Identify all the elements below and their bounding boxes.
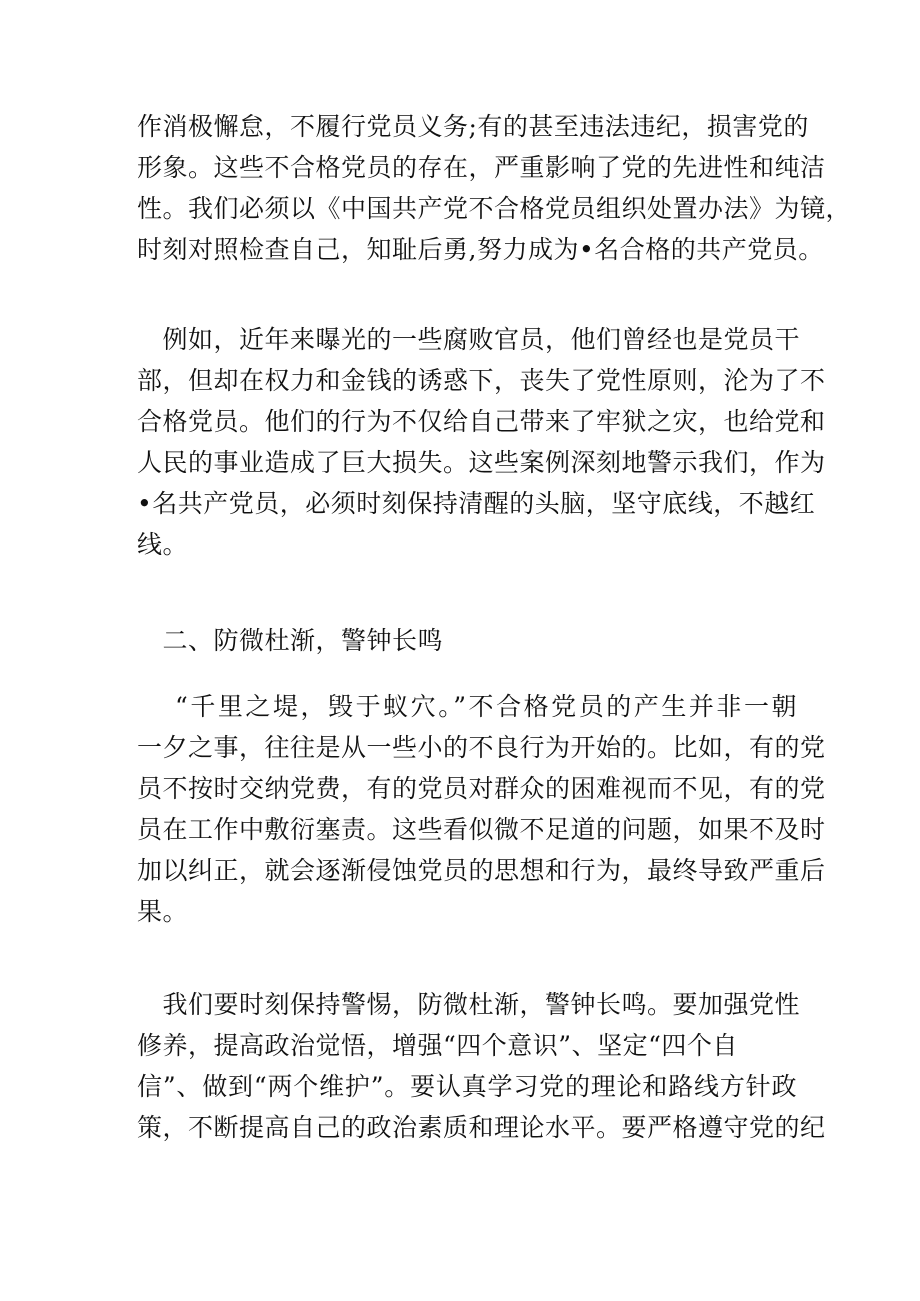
text-line: 作消极懈怠，不履行党员义务;有的甚至违法违纪，损害党的 <box>137 112 809 141</box>
text-line: 加以纠正，就会逐渐侵蚀党员的思想和行为，最终导致严重后 <box>137 856 826 885</box>
text-line: 部，但却在权力和金钱的诱惑下，丧失了党性原则，沦为了不 <box>137 366 826 395</box>
text-line: 修养，提高政治觉悟，增强“四个意识”、坚定“四个自 <box>137 1031 738 1060</box>
text-line: 合格党员。他们的行为不仅给自己带来了牢狱之灾，也给党和 <box>137 407 826 436</box>
heading-line: 二、防微杜渐，警钟长鸣 <box>137 626 444 655</box>
text-line: 时刻对照检查自己，知耻后勇,努力成为•名合格的共产党员。 <box>137 235 824 264</box>
text-line: 员不按时交纳党费，有的党员对群众的困难视而不见，有的党 <box>137 774 826 803</box>
text-line: 形象。这些不合格党员的存在，严重影响了党的先进性和纯洁 <box>137 153 826 182</box>
paragraph-2 <box>137 319 826 565</box>
text-line: 我们要时刻保持警惕，防微杜渐，警钟长鸣。要加强党性 <box>137 990 801 1019</box>
text-line: 员在工作中敷衍塞责。这些看似微不足道的问题，如果不及时 <box>137 815 826 844</box>
text-line: 果。 <box>137 897 189 926</box>
text-line: 策，不断提高自己的政治素质和理论水平。要严格遵守党的纪 <box>137 1113 826 1142</box>
text-line: 信”、做到“两个维护”。要认真学习党的理论和路线方针政 <box>137 1072 797 1101</box>
section-heading <box>137 620 797 661</box>
text-line: 一夕之事，往往是从一些小的不良行为开始的。比如，有的党 <box>137 733 826 762</box>
text-line: 例如，近年来曝光的一些腐败官员，他们曾经也是党员干 <box>137 325 801 354</box>
paragraph-4 <box>137 984 826 1148</box>
text-line: “千里之堤，毁于蚁穴。”不合格党员的产生并非一朝 <box>137 692 797 721</box>
paragraph-3 <box>137 686 826 932</box>
text-line: •名共产党员，必须时刻保持清醒的头脑，坚守底线，不越红 <box>137 489 816 518</box>
text-line: 人民的事业造成了巨大损失。这些案例深刻地警示我们，作为 <box>137 448 826 477</box>
text-line: 性。我们必须以《中国共产党不合格党员组织处置办法》为镜， <box>137 194 852 223</box>
paragraph-1 <box>137 106 852 270</box>
text-line: 线。 <box>137 530 189 559</box>
